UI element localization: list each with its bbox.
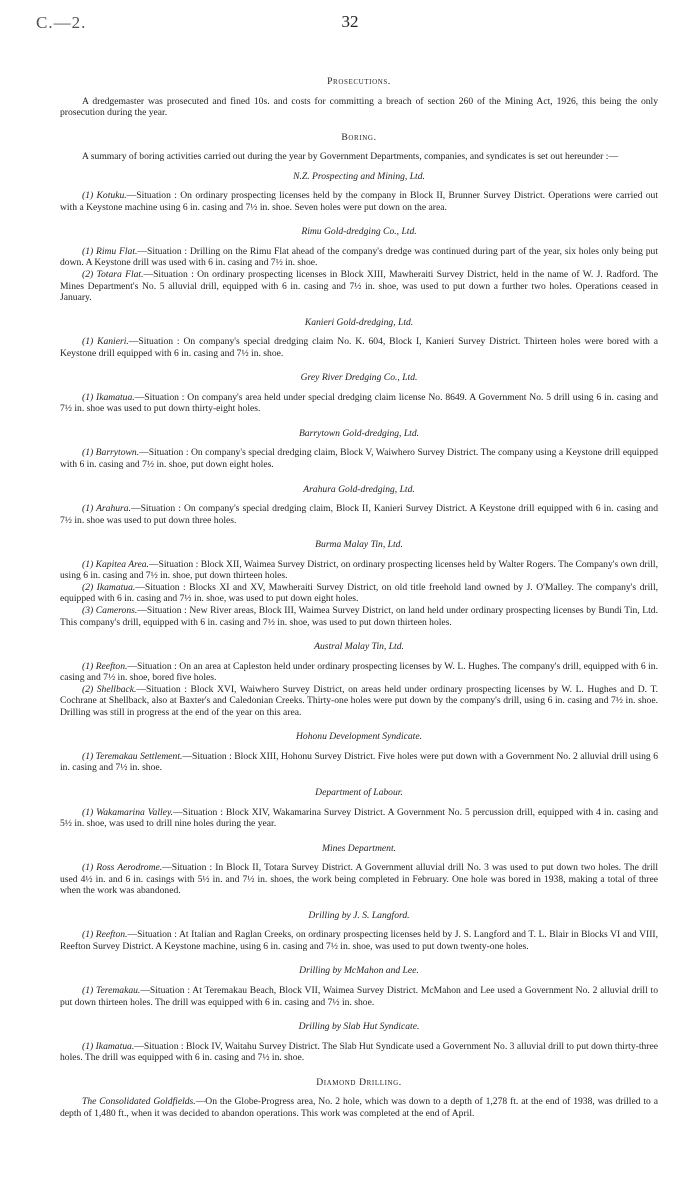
place-name: (1) Reefton. — [82, 660, 128, 672]
subheading-labour: Department of Labour. — [315, 786, 403, 798]
place-name: (1) Arahura. — [82, 503, 131, 515]
place-name: (3) Camerons. — [82, 604, 138, 616]
page-body — [60, 76, 658, 1119]
paragraph-kanieri — [60, 336, 658, 359]
subheading-burma-malay: Burma Malay Tin, Ltd. — [315, 539, 403, 551]
section-heading-prosecutions: Prosecutions. — [327, 76, 391, 87]
paragraph-ikamatua-grey — [60, 392, 658, 415]
subheading-mcmahon-lee: Drilling by McMahon and Lee. — [299, 965, 419, 977]
paragraph-consolidated-goldfields — [60, 1096, 658, 1119]
paragraph-text: —Situation : On an area at Capleston held under ordinary prospecting licenses by W. L. Hughes. The company's drill, equipped with 6 in. casing and 7½ in. shoe, bored five holes. — [60, 660, 658, 684]
paragraph-text: —On the Globe-Progress area, No. 2 hole, which was down to a depth of 1,278 ft. at the end of 1938, was drilled to a depth of 1,480 ft., when it was decided to abandon operations. This work was completed at the end of April. — [60, 1096, 658, 1119]
paragraph-ross-aerodrome — [60, 862, 658, 897]
place-name: (1) Ikamatua. — [82, 1040, 135, 1052]
subheading-kanieri: Kanieri Gold-dredging, Ltd. — [304, 316, 414, 328]
prosecutions-paragraph: A dredgemaster was prosecuted and fined 10s. and costs for committing a breach of section 260 of the Mining Act, 1926, this being the only prosecution during the year. — [60, 95, 658, 119]
place-name: (1) Teremakau. — [82, 984, 141, 996]
subheading-nz-prospecting: N.Z. Prospecting and Mining, Ltd. — [293, 170, 425, 182]
paragraph-text: —Situation : On company's area held under special dredging claim license No. 8649. A Government No. 5 drill using 6 in. casing and 7½ in. shoe was used to put down thirty-eight holes. — [60, 391, 659, 415]
paragraph-text: —Situation : On company's special dredging claim No. K. 604, Block I, Kanieri Survey District. Thirteen holes were bored with a Keystone drill equipped with 6 in. casing and 7½ in. shoe. — [60, 336, 658, 359]
subheading-rimu: Rimu Gold-dredging Co., Ltd. — [301, 226, 417, 238]
paragraph-reefton-langford — [60, 929, 658, 952]
place-name: (1) Rimu Flat. — [82, 245, 138, 257]
paragraph-reefton-austral — [60, 661, 658, 684]
paragraph-shellback — [60, 684, 658, 719]
paragraph-rimu-flat — [60, 246, 658, 269]
paragraph-text: —Situation : Blocks XI and XV, Mawheraiti Survey District, on old title freehold land owned by J. O'Malley. The company's drill, equipped with 6 in. casing and 7½ in. shoe, was used to put down eight holes. — [60, 581, 659, 605]
place-name: (1) Kanieri. — [82, 336, 129, 348]
paragraph-text: —Situation : On company's special dredging claim, Block V, Waiwhero Survey District. The company using a Keystone drill equipped with 6 in. casing and 7½ in. shoe, put down eight holes. — [60, 447, 658, 471]
paragraph-teremakau — [60, 985, 658, 1008]
paragraph-text: —Situation : In Block II, Totara Survey District. A Government alluvial drill No. 3 was used to put down two holes. The drill used 4½ in. and 6 in. casings with 5½ in. and 7½ in. shoes, the work being completed in February. One hole was bored in 1938, making a total of three when the work was abandoned. — [60, 862, 658, 897]
subheading-arahura: Arahura Gold-dredging, Ltd. — [303, 483, 415, 495]
paragraph-barrytown — [60, 447, 658, 470]
paragraph-teremakau-settlement — [60, 751, 658, 774]
paragraph-text: —Situation : Drilling on the Rimu Flat ahead of the company's dredge was continued during part of the year, six holes only being put down. A Keystone drill was used with 6 in. casing and 7½ in. shoe. — [60, 245, 658, 269]
place-name: (1) Wakamarina Valley. — [82, 806, 174, 818]
paragraph-totara-flat — [60, 269, 658, 304]
paragraph-text: —Situation : New River areas, Block III, Waimea Survey District, on land held under ordinary prospecting licenses by Bundi Tin, Ltd. This company's drill, equipped with 6 in. casing and 7½ in. shoe, was used to put down thirteen holes. — [60, 604, 658, 628]
subheading-langford: Drilling by J. S. Langford. — [308, 909, 410, 921]
boring-intro: A summary of boring activities carried out during the year by Government Departments, companies, and syndicates is set out hereunder :— — [82, 151, 619, 163]
subheading-barrytown: Barrytown Gold-dredging, Ltd. — [298, 427, 420, 439]
paragraph-text: —Situation : On company's special dredging claim, Block II, Kanieri Survey District. A Keystone drill equipped with 6 in. casing and 7½ in. shoe was used to put down three holes. — [60, 503, 658, 526]
subheading-hohonu: Hohonu Development Syndicate. — [295, 731, 422, 743]
place-name: (2) Shellback. — [82, 683, 137, 695]
place-name: (2) Ikamatua. — [82, 581, 136, 593]
place-name: (1) Reefton. — [82, 929, 128, 941]
paragraph-text: —Situation : On ordinary prospecting licenses in Block XIII, Mawheraiti Survey District, held in the name of W. J. Radford. The Mines Department's No. 5 alluvial drill, equipped with 6 in. casing and 7½ in. shoe, was used to put down a further two holes. Operations ceased in January. — [60, 269, 658, 304]
place-name: (1) Ikamatua. — [82, 391, 135, 403]
paragraph-text: —Situation : Block IV, Waitahu Survey District. The Slab Hut Syndicate used a Government No. 3 alluvial drill to put down thirty-three holes. The drill was equipped with 6 in. casing and 7½ in. shoe. — [60, 1040, 658, 1064]
paragraph-kotuku — [60, 190, 658, 213]
paragraph-wakamarina — [60, 807, 658, 830]
paragraph-text: —Situation : Block XIV, Wakamarina Survey District. A Government No. 5 percussion drill, equipped with 4 in. casing and 5½ in. shoe, was used to drill nine holes during the year. — [60, 806, 658, 830]
section-heading-diamond-drilling: Diamond Drilling. — [316, 1076, 402, 1088]
paragraph-ikamatua-slab-hut — [60, 1041, 658, 1064]
paragraph-text: —Situation : On ordinary prospecting licenses held by the company in Block II, Brunner Survey District. Operations were carried out with a Keystone machine using 6 in. casing and 7½ in. shoe. Seven holes were put down on the area. — [60, 190, 659, 213]
section-heading-boring: Boring. — [341, 131, 377, 143]
place-name: (1) Kapitea Area. — [82, 558, 149, 570]
paragraph-kapitea — [60, 559, 658, 582]
subheading-grey-river: Grey River Dredging Co., Ltd. — [300, 372, 418, 384]
paper-code: C.—2. — [36, 13, 87, 32]
place-name: (2) Totara Flat. — [82, 269, 144, 281]
paragraph-camerons — [60, 605, 658, 628]
paragraph-arahura — [60, 503, 658, 526]
paragraph-text: —Situation : Block XVI, Waiwhero Survey District, on areas held under ordinary prospecting licenses by W. L. Hughes and D. T. Cochrane at Shellback, also at Baxter's and Caledonian Creeks. Thirty-one holes were put down by the company's drill, using 6 in. casing and 7½ in. shoe. Drilling was still in progress at the end of the year on this area. — [60, 683, 658, 718]
paragraph-text: —Situation : Block XIII, Hohonu Survey District. Five holes were put down with a Government No. 2 alluvial drill using 6 in. casing and 7½ in. shoe. — [60, 750, 658, 774]
place-name: (1) Teremakau Settlement. — [82, 750, 183, 762]
place-name: (1) Barrytown. — [82, 447, 140, 459]
paragraph-ikamatua-burma — [60, 582, 658, 605]
page-number: 32 — [341, 12, 359, 31]
subheading-mines-department: Mines Department. — [321, 842, 397, 854]
subheading-slab-hut: Drilling by Slab Hut Syndicate. — [298, 1021, 420, 1033]
company-name: The Consolidated Goldfields. — [82, 1096, 196, 1108]
page-header — [0, 10, 700, 50]
place-name: (1) Kotuku. — [82, 190, 127, 202]
place-name: (1) Ross Aerodrome. — [82, 862, 163, 874]
paragraph-text: —Situation : Block XII, Waimea Survey District, on ordinary prospecting licenses held by Walter Rogers. The Company's own drill, using 6 in. casing and 7½ in. shoe, put down thirteen holes. — [60, 558, 658, 582]
subheading-austral-malay: Austral Malay Tin, Ltd. — [314, 641, 404, 653]
paragraph-text: —Situation : At Teremakau Beach, Block VII, Waimea Survey District. McMahon and Lee used a Government No. 2 alluvial drill to put down thirteen holes. The drill was equipped with 6 in. casing and 7½ in. shoe. — [60, 984, 658, 1008]
paragraph-text: —Situation : At Italian and Raglan Creeks, on ordinary prospecting licenses held by J. S. Langford and T. L. Blair in Blocks VI and VIII, Reefton Survey District. A Keystone machine, using 6 in. casing and 7½ in. shoe, was used to put down twenty-one holes. — [60, 929, 658, 952]
